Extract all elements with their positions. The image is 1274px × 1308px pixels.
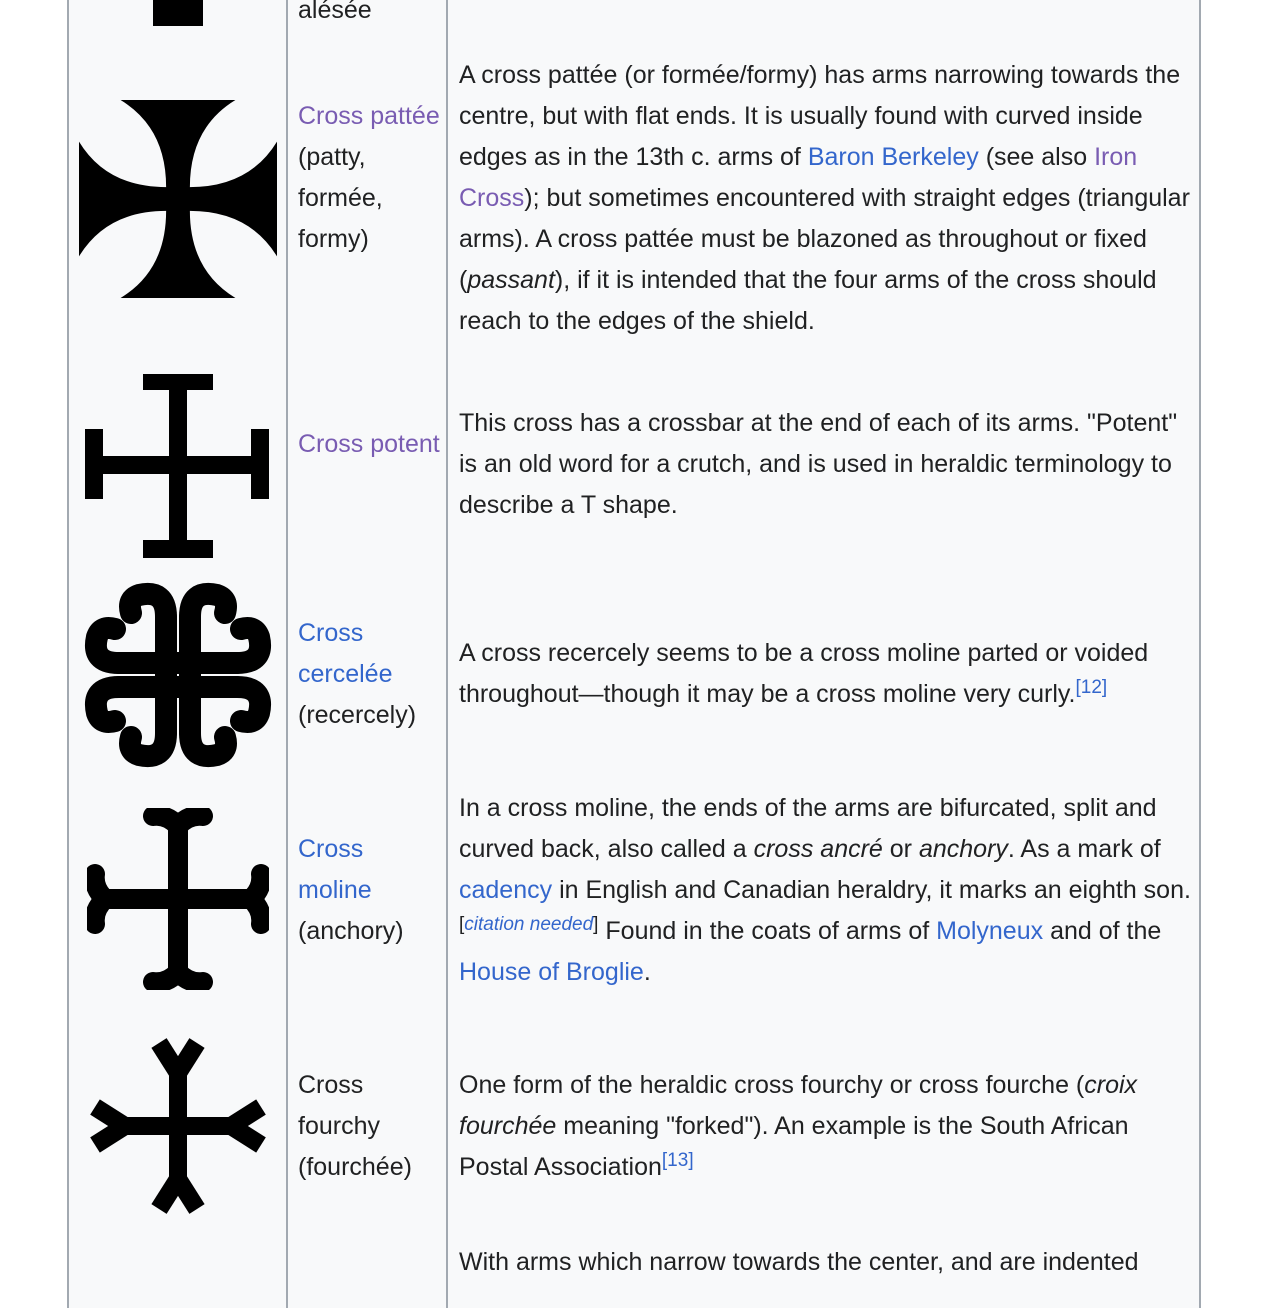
- cross-potent-image: [69, 360, 286, 569]
- table-row-cross-cercelee: [67, 569, 1201, 780]
- table-row-cross-potent: [67, 360, 1201, 571]
- cross-fourchy-image: [69, 1021, 286, 1228]
- cross-cercelee-image: [69, 569, 286, 778]
- reference-13[interactable]: [13]: [661, 1150, 694, 1171]
- cross-moline-alt-names: (anchory): [298, 917, 404, 945]
- baron-berkeley-link[interactable]: Baron Berkeley: [807, 143, 979, 171]
- cross-pattee-link[interactable]: Cross pattée: [298, 102, 440, 130]
- cross-pattee-description: A cross pattée (or formée/formy) has arms narrowing towards the centre, but with flat ends. It is usually found with curved inside edges as in the 13th c. arms of Baron Berkeley (see also Iron Cross); but sometimes encountered with straight edges (triangular arms). A cross pattée must be blazoned as throughout or fixed (passant), if it is intended that the four arms of the cross should reach to the edges of the shield.: [459, 61, 1190, 335]
- cross-next-description: With arms which narrow towards the center, and are indented: [459, 1248, 1139, 1276]
- cross-pattee-name: [298, 96, 443, 260]
- house-of-broglie-link[interactable]: House of Broglie: [459, 958, 644, 986]
- table-row-cross-pattee: [67, 36, 1201, 362]
- cadency-link[interactable]: cadency: [459, 876, 553, 904]
- cross-cercelee-description: A cross recercely seems to be a cross moline parted or voided throughout—though it may be a cross moline very curly.[12]: [459, 639, 1149, 708]
- cross-fourchy-name: Cross fourchy (fourchée): [298, 1071, 412, 1181]
- cross-potent-link[interactable]: Cross potent: [298, 430, 440, 458]
- cross-potent-name: [298, 424, 443, 465]
- cross-pattee-image: [69, 36, 286, 360]
- cross-pattee-alt-names: (patty, formée, formy): [298, 143, 383, 253]
- reference-12[interactable]: [12]: [1075, 677, 1108, 698]
- cross-moline-description: In a cross moline, the ends of the arms are bifurcated, split and curved back, also called a cross ancré or anchory. As a mark of cadency in English and Canadian heraldry, it marks an eighth son.[citation needed] Found in the coats of arms of Molyneux and of the House of Broglie.: [459, 794, 1191, 986]
- cross-moline-link[interactable]: Cross moline: [298, 835, 372, 904]
- table-row-cross-alesee: [67, 0, 1201, 38]
- cross-alesee-image: [69, 0, 286, 36]
- table-row-cross-fourchy: [67, 1021, 1201, 1230]
- table-row-cross-moline: [67, 778, 1201, 1023]
- cross-fourchy-description: One form of the heraldic cross fourchy or cross fourche (croix fourchée meaning "forked"). An example is the South African Postal Association[13]: [459, 1071, 1138, 1181]
- cross-alesee-name: alésée: [298, 0, 372, 24]
- iron-cross-link[interactable]: Iron Cross: [459, 143, 1138, 212]
- cross-cercelee-link[interactable]: Cross cercelée: [298, 619, 393, 688]
- cross-cercelee-name: [298, 613, 443, 736]
- citation-needed[interactable]: [citation needed]: [459, 914, 599, 935]
- cross-cercelee-alt-names: (recercely): [298, 701, 417, 729]
- cross-potent-description: This cross has a crossbar at the end of each of its arms. "Potent" is an old word for a crutch, and is used in heraldic terminology to describe a T shape.: [459, 409, 1178, 519]
- cross-moline-name: [298, 829, 443, 952]
- cross-moline-image: [69, 778, 286, 1021]
- molyneux-link[interactable]: Molyneux: [936, 917, 1044, 945]
- table-row-cross-next: [67, 1228, 1201, 1308]
